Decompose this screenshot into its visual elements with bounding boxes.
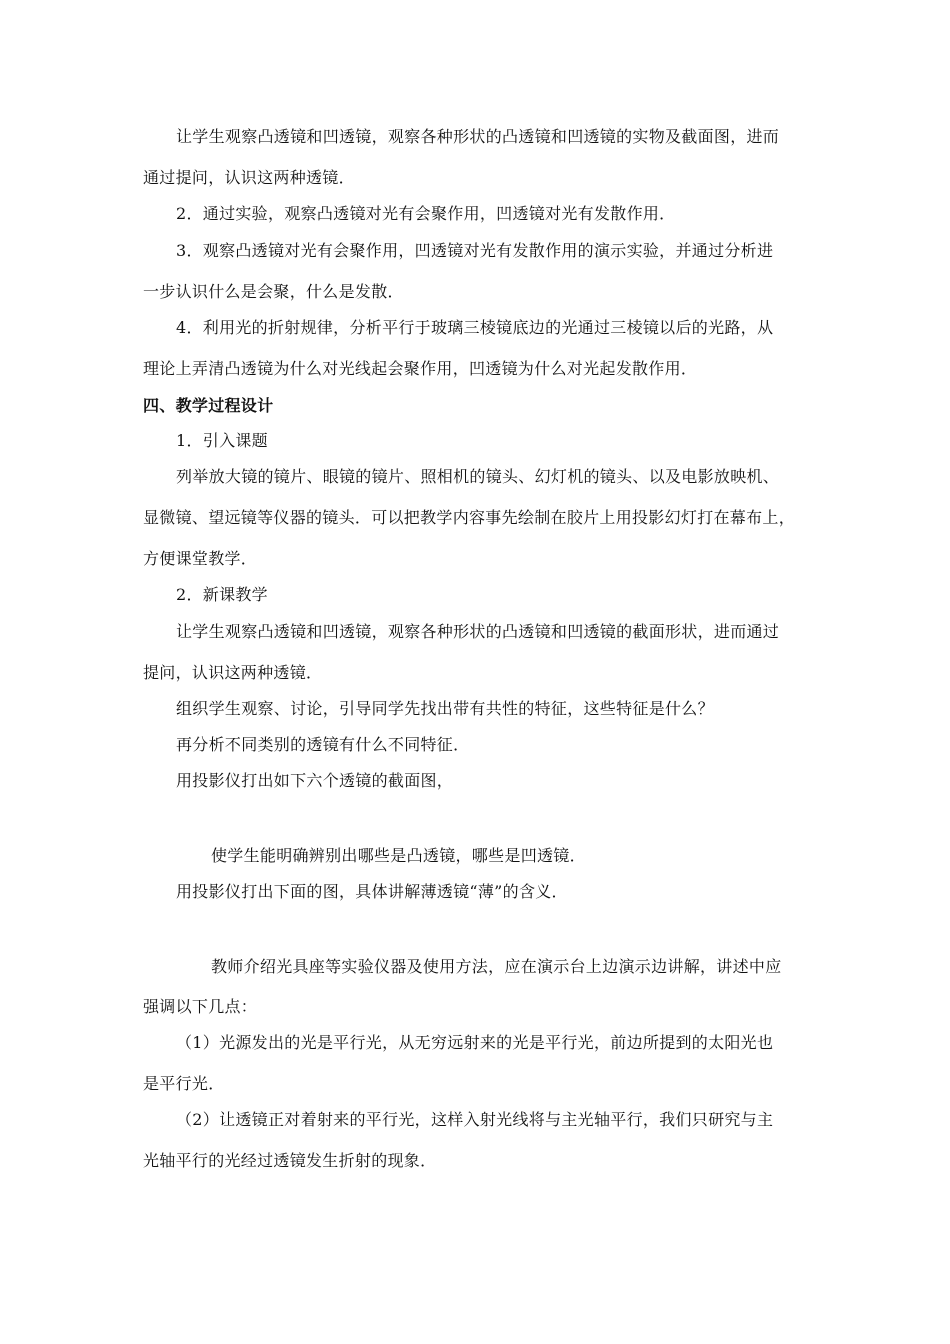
list-item-point-2: （2）让透镜正对着射来的平行光，这样入射光线将与主光轴平行，我们只研究与主 [176,1110,774,1129]
paragraph-line: 一步认识什么是会聚，什么是发散． [143,282,404,301]
list-item-3: 3．观察凸透镜对光有会聚作用，凹透镜对光有发散作用的演示实验，并通过分析进 [176,241,774,260]
paragraph-line: 组织学生观察、讨论，引导同学先找出带有共性的特征，这些特征是什么？ [176,699,714,718]
paragraph-line: 是平行光． [143,1074,225,1093]
paragraph-line: 光轴平行的光经过透镜发生折射的现象． [143,1151,437,1170]
list-item-4: 4．利用光的折射规律，分析平行于玻璃三棱镜底边的光通过三棱镜以后的光路，从 [176,318,774,337]
paragraph-line: 使学生能明确辨别出哪些是凸透镜，哪些是凹透镜． [211,846,586,865]
paragraph-line: 提问，认识这两种透镜． [143,663,323,682]
paragraph-line: 让学生观察凸透镜和凹透镜，观察各种形状的凸透镜和凹透镜的截面形状，进而通过 [176,622,780,641]
subsection-heading: 2．新课教学 [176,585,268,604]
paragraph-line: 让学生观察凸透镜和凹透镜，观察各种形状的凸透镜和凹透镜的实物及截面图，进而 [176,127,780,146]
paragraph-line: 理论上弄清凸透镜为什么对光线起会聚作用，凹透镜为什么对光起发散作用． [143,359,698,378]
paragraph-line: 显微镜、望远镜等仪器的镜头．可以把教学内容事先绘制在胶片上用投影幻灯打在幕布上， [143,508,796,527]
paragraph-line: 用投影仪打出如下六个透镜的截面图， [176,771,454,790]
section-heading: 四、教学过程设计 [143,396,274,415]
paragraph-line: 强调以下几点： [143,997,258,1016]
list-item-2: 2．通过实验，观察凸透镜对光有会聚作用，凹透镜对光有发散作用． [176,204,676,223]
paragraph-line: 方便课堂教学． [143,549,258,568]
subsection-heading: 1．引入课题 [176,431,268,450]
paragraph-line: 通过提问，认识这两种透镜． [143,168,355,187]
paragraph-line: 再分析不同类别的透镜有什么不同特征． [176,735,470,754]
paragraph-line: 用投影仪打出下面的图，具体讲解薄透镜“薄”的含义． [176,882,568,901]
list-item-point-1: （1）光源发出的光是平行光，从无穷远射来的光是平行光，前边所提到的太阳光也 [176,1033,774,1052]
paragraph-line: 教师介绍光具座等实验仪器及使用方法，应在演示台上边演示边讲解，讲述中应 [211,957,782,976]
paragraph-line: 列举放大镜的镜片、眼镜的镜片、照相机的镜头、幻灯机的镜头、以及电影放映机、 [176,467,780,486]
